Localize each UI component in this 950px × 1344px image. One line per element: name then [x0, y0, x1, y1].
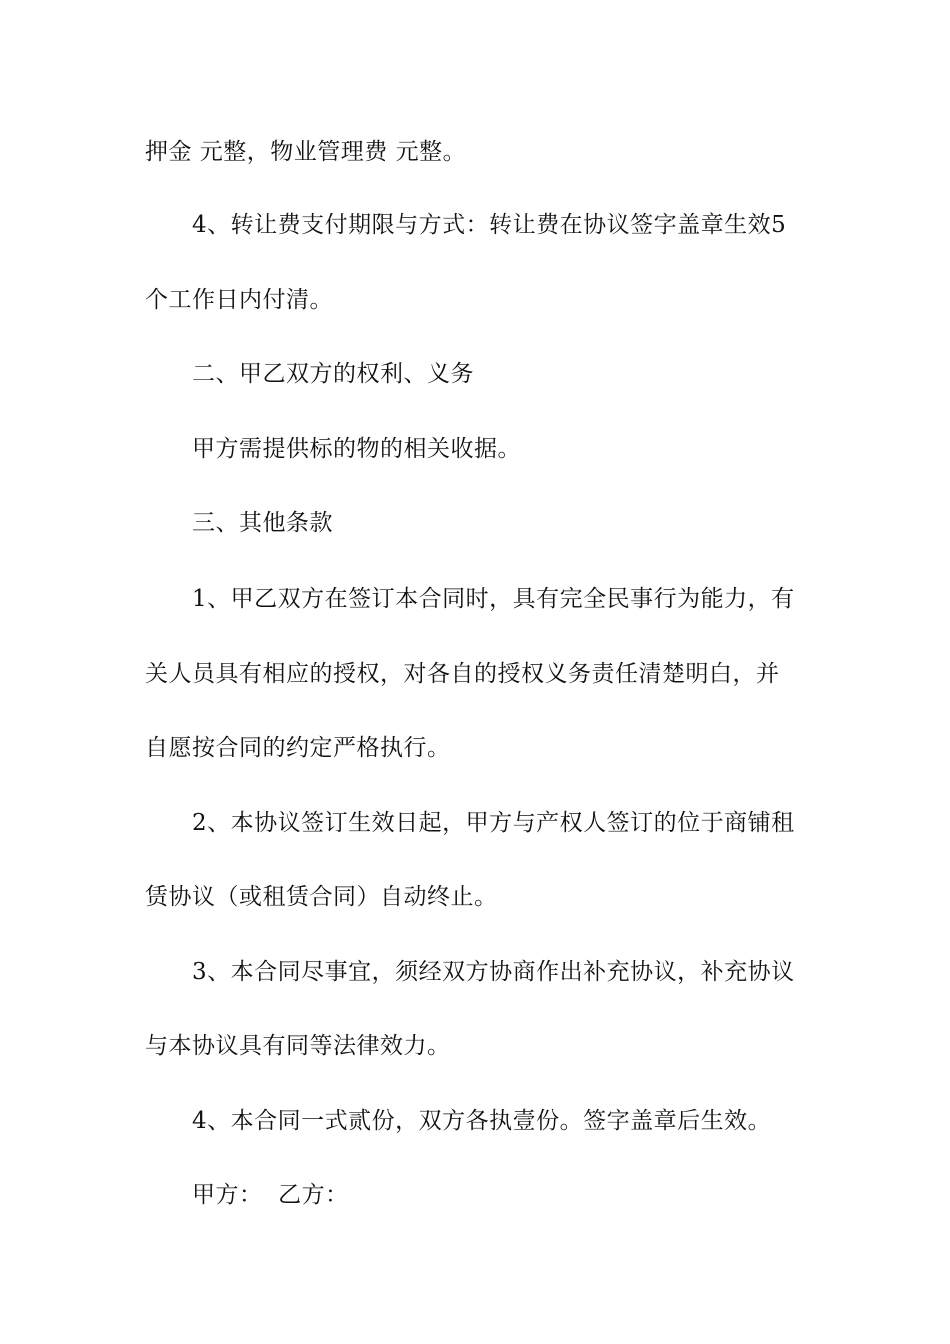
text-line-term-2-cont: 赁协议（或租赁合同）自动终止。 — [145, 884, 498, 910]
text-line-clause-4-transfer-fee: 4、转让费支付期限与方式：转让费在协议签字盖章生效5 — [192, 212, 787, 238]
text-line-term-3: 3、本合同尽事宜，须经双方协商作出补充协议，补充协议 — [192, 959, 795, 985]
text-line-term-2: 2、本协议签订生效日起，甲方与产权人签订的位于商铺租 — [192, 810, 795, 836]
text-line-term-1-cont-1: 关人员具有相应的授权，对各自的授权义务责任清楚明白，并 — [145, 661, 780, 687]
section-heading-rights-obligations: 二、甲乙双方的权利、义务 — [192, 361, 474, 387]
text-line-term-1: 1、甲乙双方在签订本合同时，具有完全民事行为能力，有 — [192, 586, 795, 612]
text-line-term-3-cont: 与本协议具有同等法律效力。 — [145, 1033, 451, 1059]
text-line-term-1-cont-2: 自愿按合同的约定严格执行。 — [145, 735, 451, 761]
signature-line-parties: 甲方： 乙方： — [192, 1182, 349, 1208]
text-line-clause-4-cont: 个工作日内付清。 — [145, 287, 333, 313]
text-line-deposit: 押金 元整，物业管理费 元整。 — [145, 139, 467, 165]
section-heading-other-terms: 三、其他条款 — [192, 510, 333, 536]
text-line-term-4: 4、本合同一式贰份，双方各执壹份。签字盖章后生效。 — [192, 1108, 772, 1134]
text-line-party-a-receipts: 甲方需提供标的物的相关收据。 — [192, 436, 521, 462]
